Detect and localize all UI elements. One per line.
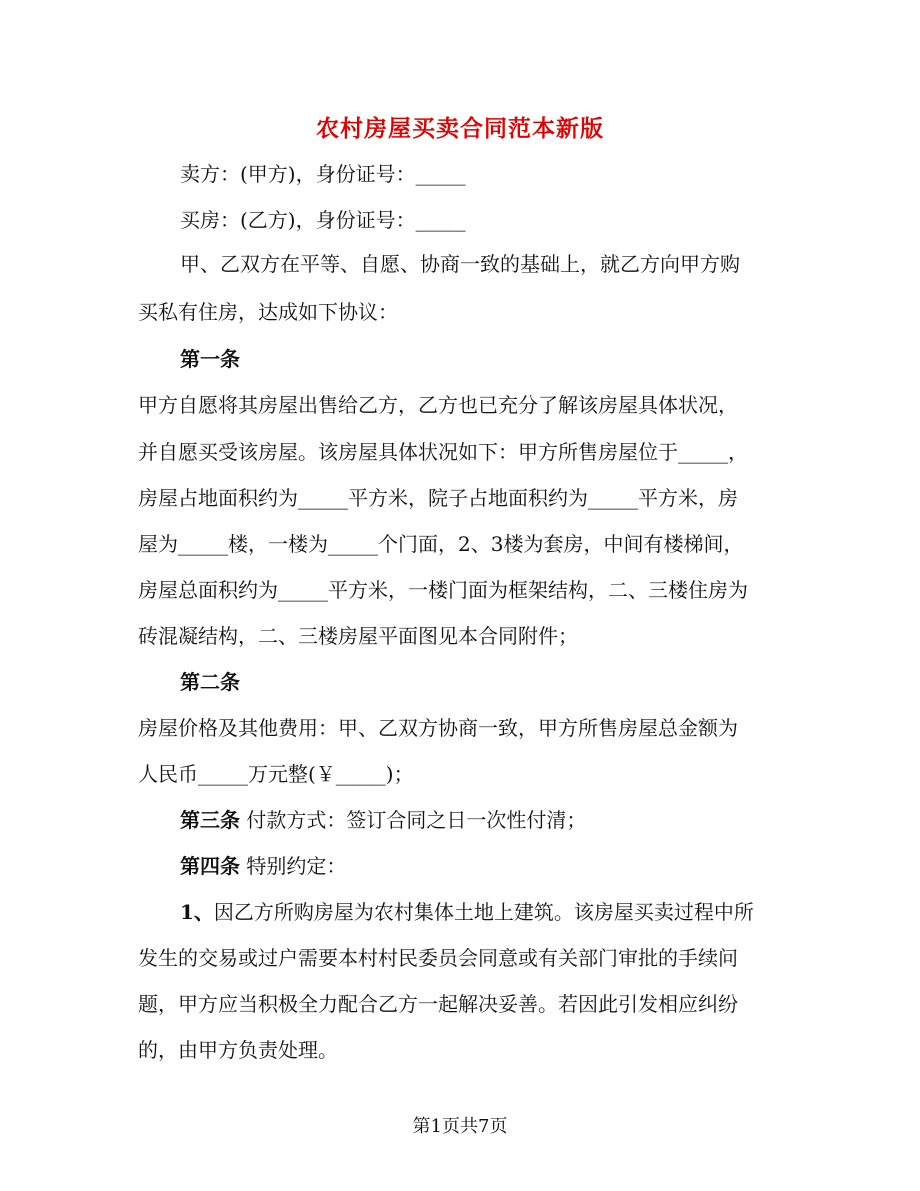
document-title: 农村房屋买卖合同范本新版 [316,115,604,142]
intro-paragraph-line-1: 甲、乙双方在平等、自愿、协商一致的基础上，就乙方向甲方购 [180,252,740,276]
article-1-heading: 第一条 [180,347,240,371]
article-4-heading: 第四条 [180,854,240,878]
article-2-line: 人民币_____万元整(￥_____)； [138,762,414,786]
article-1-line: 并自愿买受该房屋。该房屋具体状况如下：甲方所售房屋位于_____， [138,440,748,464]
article-1-line: 砖混凝结构，二、三楼房屋平面图见本合同附件； [138,624,578,648]
intro-paragraph-line-2: 买私有住房，达成如下协议： [138,300,398,324]
item-1-line: 因乙方所购房屋为农村集体土地上建筑。该房屋买卖过程中所 [213,900,754,924]
page-number-footer: 第1页共7页 [412,1116,508,1137]
article-3-heading: 第三条 [180,808,240,832]
buyer-line: 买房：(乙方)，身份证号：_____ [180,208,466,232]
article-1-line: 房屋占地面积约为_____平方米，院子占地面积约为_____平方米，房 [138,486,738,510]
article-4-paragraph [180,852,346,880]
article-1-line: 屋为_____楼，一楼为_____个门面，2、3楼为套房，中间有楼梯间， [138,532,744,556]
article-2-heading: 第二条 [180,670,240,694]
article-3-text: 付款方式：签订合同之日一次性付清； [246,808,587,832]
article-4-text: 特别约定： [246,854,347,878]
item-1-line: 发生的交易或过户需要本村村民委员会同意或有关部门审批的手续问 [138,946,738,970]
article-1-line: 房屋总面积约为_____平方米，一楼门面为框架结构，二、三楼住房为 [138,578,748,602]
seller-line: 卖方：(甲方)，身份证号：_____ [180,162,466,186]
item-1-line: 题，甲方应当积极全力配合乙方一起解决妥善。若因此引发相应纠纷 [138,992,738,1016]
article-2-line: 房屋价格及其他费用：甲、乙双方协商一致，甲方所售房屋总金额为 [138,716,738,740]
article-3-paragraph [180,806,586,834]
article-4-item-1-first-line [180,898,754,926]
article-1-line: 甲方自愿将其房屋出售给乙方，乙方也已充分了解该房屋具体状况， [138,393,738,417]
item-number: 1、 [180,900,214,924]
item-1-line: 的，由甲方负责处理。 [138,1038,338,1062]
